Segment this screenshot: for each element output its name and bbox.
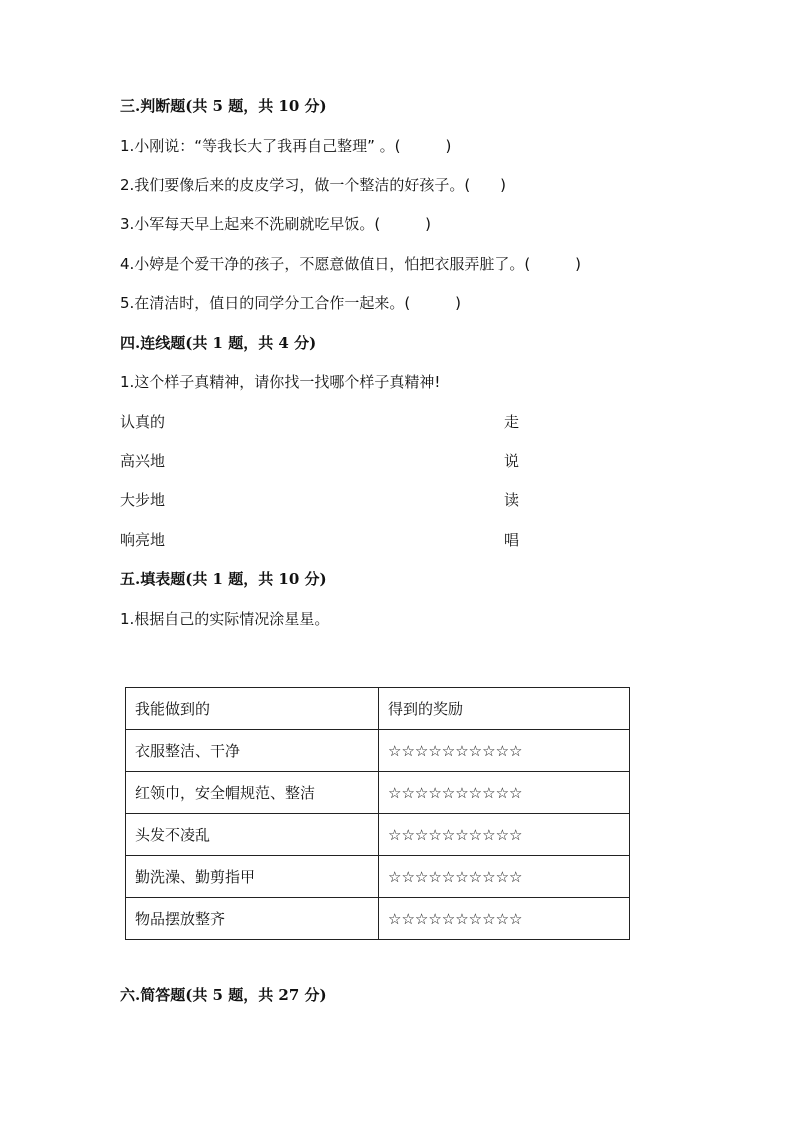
table-cell-behavior: 物品摆放整齐 [126,898,379,940]
judge-item-5: 5.在清洁时，值日的同学分工合作一起来。( ) [120,294,462,312]
table-header-row [126,688,630,730]
match-left-item: 认真的 [120,413,166,431]
match-right-item: 唱 [504,531,520,549]
section5-heading: 五.填表题(共 1 题，共 10 分) [120,570,327,588]
match-right-item: 说 [504,452,520,470]
match-left-item: 大步地 [120,491,166,509]
match-right-item: 读 [504,491,520,509]
table-row [126,898,630,940]
judge-item-1: 1.小刚说：“等我长大了我再自己整理” 。( ) [120,137,452,155]
star-table [125,687,630,940]
section4-heading: 四.连线题(共 1 题，共 4 分) [120,334,317,352]
table-header-cell: 得到的奖励 [379,688,630,730]
table-row [126,856,630,898]
table-header-cell: 我能做到的 [126,688,379,730]
match-question: 1.这个样子真精神，请你找一找哪个样子真精神! [120,373,441,391]
match-left-item: 高兴地 [120,452,166,470]
judge-item-2: 2.我们要像后来的皮皮学习，做一个整洁的好孩子。( ) [120,176,507,194]
table-cell-behavior: 红领巾，安全帽规范、整洁 [126,772,379,814]
table-cell-stars[interactable]: ☆☆☆☆☆☆☆☆☆☆ [379,814,630,856]
judge-item-4: 4.小婷是个爱干净的孩子，不愿意做值日，怕把衣服弄脏了。( ) [120,255,582,273]
table-row [126,814,630,856]
table-cell-behavior: 头发不凌乱 [126,814,379,856]
table-cell-stars[interactable]: ☆☆☆☆☆☆☆☆☆☆ [379,898,630,940]
match-right-item: 走 [504,413,520,431]
table-cell-stars[interactable]: ☆☆☆☆☆☆☆☆☆☆ [379,772,630,814]
judge-item-3: 3.小军每天早上起来不洗刷就吃早饭。( ) [120,215,432,233]
table-cell-stars[interactable]: ☆☆☆☆☆☆☆☆☆☆ [379,730,630,772]
table-cell-behavior: 衣服整洁、干净 [126,730,379,772]
table-row [126,730,630,772]
table-cell-stars[interactable]: ☆☆☆☆☆☆☆☆☆☆ [379,856,630,898]
table-row [126,772,630,814]
fill-table-question: 1.根据自己的实际情况涂星星。 [120,610,330,628]
table-cell-behavior: 勤洗澡、勤剪指甲 [126,856,379,898]
match-left-item: 响亮地 [120,531,166,549]
section6-heading: 六.简答题(共 5 题，共 27 分) [120,986,327,1004]
section3-heading: 三.判断题(共 5 题，共 10 分) [120,97,327,115]
